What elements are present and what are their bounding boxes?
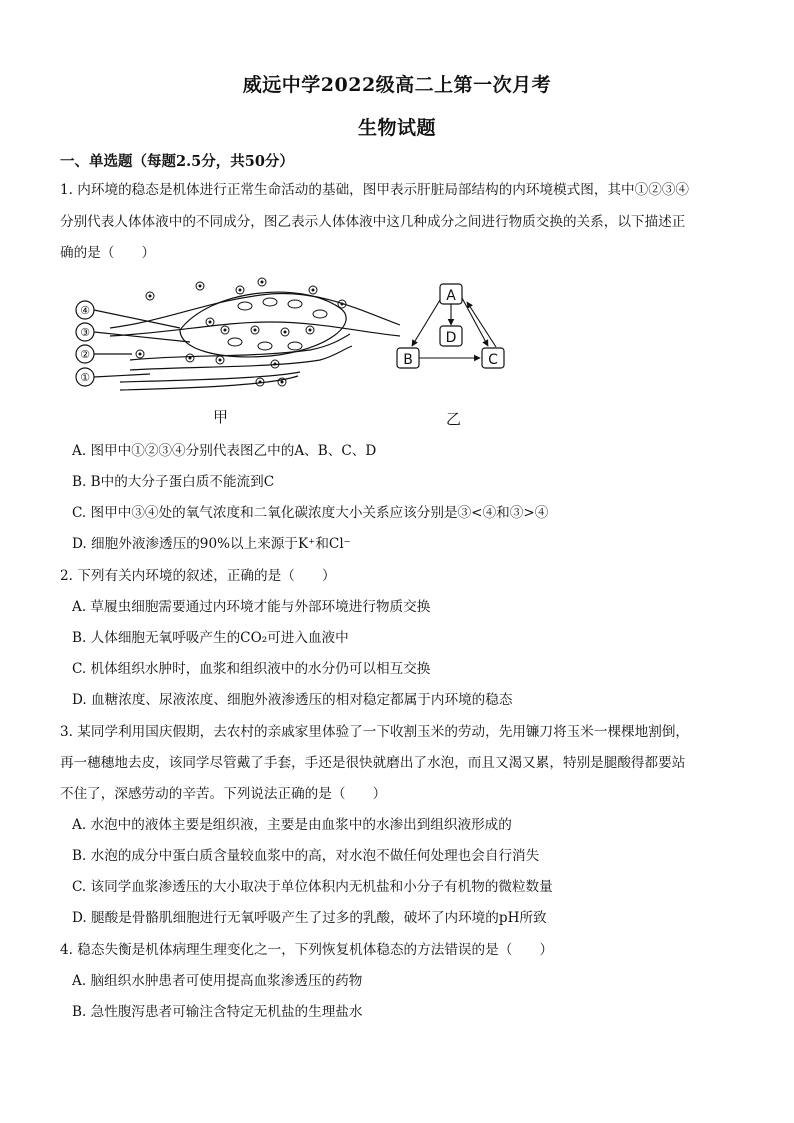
q4-stem: 4. 稳态失衡是机体病理生理变化之一，下列恢复机体稳态的方法错误的是（ ） <box>60 942 554 958</box>
label-3: ③ <box>80 326 90 339</box>
node-c-label: C <box>488 352 498 368</box>
q1-option-b: B. B中的大分子蛋白质不能流到C <box>72 474 275 490</box>
q1-figure <box>70 270 540 430</box>
q4-option-b: B. 急性腹泻患者可输注含特定无机盐的生理盐水 <box>72 1004 363 1020</box>
q1-stem-line-2: 分别代表人体体液中的不同成分，图乙表示人体体液中这几种成分之间进行物质交换的关系，以下描述正 <box>60 214 686 230</box>
node-a-label: A <box>446 288 456 304</box>
q3-stem-line-3: 不住了，深感劳动的辛苦。下列说法正确的是（ ） <box>60 786 387 802</box>
q2-option-c: C. 机体组织水肿时，血浆和组织液中的水分仍可以相互交换 <box>72 661 431 677</box>
q3-option-b: B. 水泡的成分中蛋白质含量较血浆中的高，对水泡不做任何处理也会自行消失 <box>72 848 540 864</box>
node-d-label: D <box>445 330 457 346</box>
q4-option-a: A. 脑组织水肿患者可使用提高血浆渗透压的药物 <box>72 973 363 989</box>
exam-title: 威远中学2022级高二上第一次月考 <box>242 74 552 96</box>
node-b-label: B <box>403 352 413 368</box>
q3-option-a: A. 水泡中的液体主要是组织液，主要是由血浆中的水渗出到组织液形成的 <box>72 817 512 833</box>
q2-option-b: B. 人体细胞无氧呼吸产生的CO₂可进入血液中 <box>72 630 349 646</box>
q2-option-d: D. 血糖浓度、尿液浓度、细胞外液渗透压的相对稳定都属于内环境的稳态 <box>72 692 513 708</box>
q2-stem: 2. 下列有关内环境的叙述，正确的是（ ） <box>60 568 336 584</box>
q1-option-c: C. 图甲中③④处的氧气浓度和二氧化碳浓度大小关系应该分别是③<④和③>④ <box>72 505 549 521</box>
q1-option-d: D. 细胞外液渗透压的90%以上来源于K⁺和Cl⁻ <box>72 536 351 552</box>
q3-stem-line-1: 3. 某同学利用国庆假期，去农村的亲戚家里体验了一下收割玉米的劳动，先用镰刀将玉米一棵棵地割倒， <box>60 724 690 740</box>
q1-stem-line-1: 1. 内环境的稳态是机体进行正常生命活动的基础，图甲表示肝脏局部结构的内环境模式图，其中①②③④ <box>60 182 690 198</box>
section-heading: 一、单选题（每题2.5分，共50分） <box>60 153 294 170</box>
label-2: ② <box>80 348 90 361</box>
liver-tissue-diagram <box>70 270 540 430</box>
q1-option-a: A. 图甲中①②③④分别代表图乙中的A、B、C、D <box>72 443 377 459</box>
label-4: ④ <box>80 304 90 317</box>
q3-option-c: C. 该同学血浆渗透压的大小取决于单位体积内无机盐和小分子有机物的微粒数量 <box>72 879 553 895</box>
figure-caption-left: 甲 <box>213 408 229 426</box>
q3-stem-line-2: 再一穗穗地去皮，该同学尽管戴了手套，手还是很快就磨出了水泡，而且又渴又累，特别是腿酸得都要站 <box>60 755 686 771</box>
q2-option-a: A. 草履虫细胞需要通过内环境才能与外部环境进行物质交换 <box>72 599 431 615</box>
q3-option-d: D. 腿酸是骨骼肌细胞进行无氧呼吸产生了过多的乳酸，破坏了内环境的pH所致 <box>72 910 547 926</box>
exam-subtitle: 生物试题 <box>357 117 436 139</box>
label-1: ① <box>80 371 90 384</box>
q1-stem-line-3: 确的是（ ） <box>60 245 156 261</box>
figure-caption-right: 乙 <box>446 410 462 428</box>
